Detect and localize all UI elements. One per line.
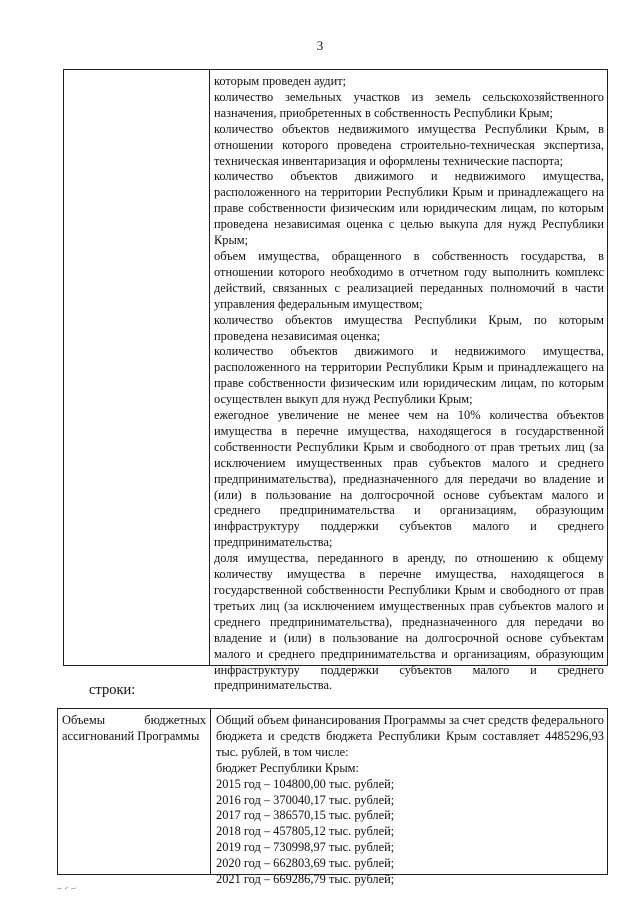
section-label: строки: <box>89 682 136 698</box>
column-divider <box>210 709 211 874</box>
indicator-paragraph: количество объектов движимого и недвижимого имущества, расположенного на территории Республики Крым и принадлежащего на праве собственности физическим или юридическим лицам, по которым осуществлен выкуп для нужд Республики Крым; <box>214 344 604 407</box>
indicator-paragraph: количество объектов имущества Республики Крым, по которым проведена независимая оценка; <box>214 312 604 343</box>
budget-year-row: 2016 год – 370040,17 тыс. рублей; <box>216 792 395 807</box>
column-divider <box>209 70 210 665</box>
indicator-paragraph: которым проведен аудит; <box>214 74 347 88</box>
budget-year-row: 2018 год – 457805,12 тыс. рублей; <box>216 824 395 839</box>
indicator-paragraph: ежегодное увеличение не менее чем на 10% количества объектов имущества в перечне имущества, находящегося в государственной собственности Республики Крым и свободного от прав третьих лиц (за исключением имущественных прав субъектов малого и среднего предпринимательства), предназначенного для передачи во владение и (или) в пользование на долгосрочной основе субъектам малого и среднего предпринимательства и организациям, образующим инфраструктуру поддержки субъектов малого и среднего предпринимательства; <box>214 408 604 550</box>
budget-year-row: 2015 год – 104800,00 тыс. рублей; <box>216 776 395 791</box>
budget-subheading: бюджет Республики Крым: <box>216 760 359 775</box>
budget-year-row: 2021 год – 669286,79 тыс. рублей; <box>216 872 395 887</box>
budget-year-row: 2017 год – 386570,15 тыс. рублей; <box>216 808 395 823</box>
indicator-paragraph: доля имущества, переданного в аренду, по отношению к общему количеству имущества в перечне имущества, находящегося в государственной собственности Республики Крым и свободного от прав третьих лиц (за исключением имущественных прав субъектов малого и среднего предпринимательства), предназначенного для передачи во владение и (или) в пользование на долгосрочной основе субъектам малого и среднего предпринимательства и организациям, образующим инфраструктуру поддержки субъектов малого и среднего предпринимательства. <box>214 551 604 693</box>
indicator-paragraph: количество объектов недвижимого имущества Республики Крым, в отношении которого проведена строительно-техническая экспертиза, техническая инвентаризация и оформлены технические паспорта; <box>214 121 604 168</box>
budget-label: Объемы бюджетных ассигнований Программы <box>62 713 206 743</box>
indicator-paragraph: количество земельных участков из земель сельскохозяйственного назначения, приобретенных в собственность Республики Крым; <box>214 89 604 120</box>
indicator-paragraph: объем имущества, обращенного в собственность государства, в отношении которого необходимо в отчетном году выполнить комплекс действий, связанных с реализацией переданных полномочий в части управления федеральным имуществом; <box>214 248 604 311</box>
budget-year-row: 2020 год – 662803,69 тыс. рублей; <box>216 856 395 871</box>
scan-artifact <box>56 885 82 891</box>
indicators-cell <box>214 74 604 694</box>
budget-cell <box>216 713 604 888</box>
page-number: 3 <box>316 38 324 53</box>
indicator-paragraph: количество объектов движимого и недвижимого имущества, расположенного на территории Республики Крым и принадлежащего на праве собственности физическим или юридическим лицам, по которым проведена независимая оценка с целью выкупа для нужд Республики Крым; <box>214 169 604 248</box>
budget-table <box>57 708 608 887</box>
budget-year-row: 2019 год – 730998,97 тыс. рублей; <box>216 840 395 855</box>
budget-intro: Общий объем финансирования Программы за счет средств федерального бюджета и средств бюджета Республики Крым составляет 4485296,93 тыс. рублей, в том числе: <box>216 713 604 759</box>
